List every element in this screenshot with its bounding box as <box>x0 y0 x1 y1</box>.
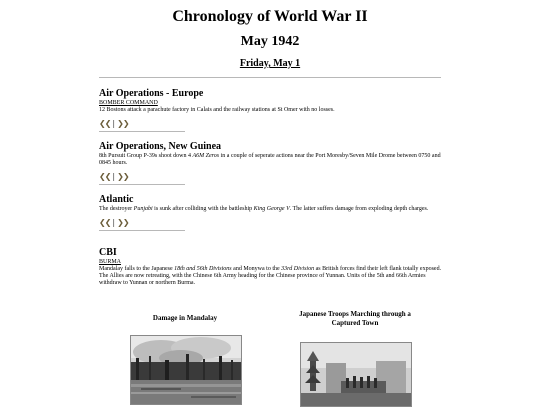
double-left-arrow-icon[interactable]: ❮❮ <box>99 119 111 128</box>
section-body: The destroyer Punjabi is sunk after colliding with the battleship King George V. The latter suffers damage from exploding depth charges. <box>99 206 429 212</box>
double-right-arrow-icon[interactable]: ❯❯ <box>117 172 129 181</box>
page-title: Chronology of World War II <box>172 8 368 25</box>
section-subhead: BURMA <box>99 259 122 265</box>
section-nav <box>99 172 444 181</box>
nav-separator: | <box>112 172 116 181</box>
section-subhead: BOMBER COMMAND <box>99 100 158 106</box>
top-divider <box>99 77 441 78</box>
section-divider <box>99 131 185 132</box>
double-left-arrow-icon[interactable]: ❮❮ <box>99 172 111 181</box>
photo-japanese-troops-image <box>301 343 411 406</box>
section-cbi <box>99 247 444 287</box>
double-left-arrow-icon[interactable]: ❮❮ <box>99 218 111 227</box>
nav-separator: | <box>112 218 116 227</box>
section-divider <box>99 184 185 185</box>
section-divider <box>99 230 185 231</box>
section-atlantic <box>99 194 444 231</box>
double-right-arrow-icon[interactable]: ❯❯ <box>117 119 129 128</box>
section-body: 12 Bostons attack a parachute factory in Calais and the railway stations at St Omer with no losses. <box>99 107 335 113</box>
section-body: 8th Pursuit Group P-39s shoot down 4 A6M Zeros in a couple of seperate actions near the Port Moresby/Seven Mile Drome between 0750 and 0845 hours. <box>99 153 441 166</box>
section-nav <box>99 119 444 128</box>
section-nav <box>99 218 444 227</box>
nav-separator: | <box>112 119 116 128</box>
section-title: Air Operations, New Guinea <box>99 141 222 152</box>
photo-damage-in-mandalay <box>130 335 242 405</box>
month-title: May 1942 <box>240 34 300 49</box>
photo-caption-troops: Japanese Troops Marching through a Captured Town <box>299 310 411 327</box>
double-right-arrow-icon[interactable]: ❯❯ <box>117 218 129 227</box>
section-title: Atlantic <box>99 194 134 205</box>
section-air-ops-europe <box>99 88 444 132</box>
photo-damage-in-mandalay-image <box>131 336 241 404</box>
section-title: Air Operations - Europe <box>99 88 204 99</box>
section-title: CBI <box>99 247 117 258</box>
photo-caption-mandalay: Damage in Mandalay <box>152 314 218 322</box>
section-air-ops-new-guinea <box>99 141 444 185</box>
day-title: Friday, May 1 <box>239 58 301 69</box>
section-body: Mandalay falls to the Japanese 18th and 56th Divisions and Monywa to the 33rd Division as British forces find their left flank totally exposed. The Allies are now retreating, with the Chinese 6th Army heading for the Chinese province of Yunnan. Units of the 5th and 66th Armies withdraw to Yunnan or northern Burma. <box>99 266 442 286</box>
photo-japanese-troops-marching <box>300 342 412 407</box>
